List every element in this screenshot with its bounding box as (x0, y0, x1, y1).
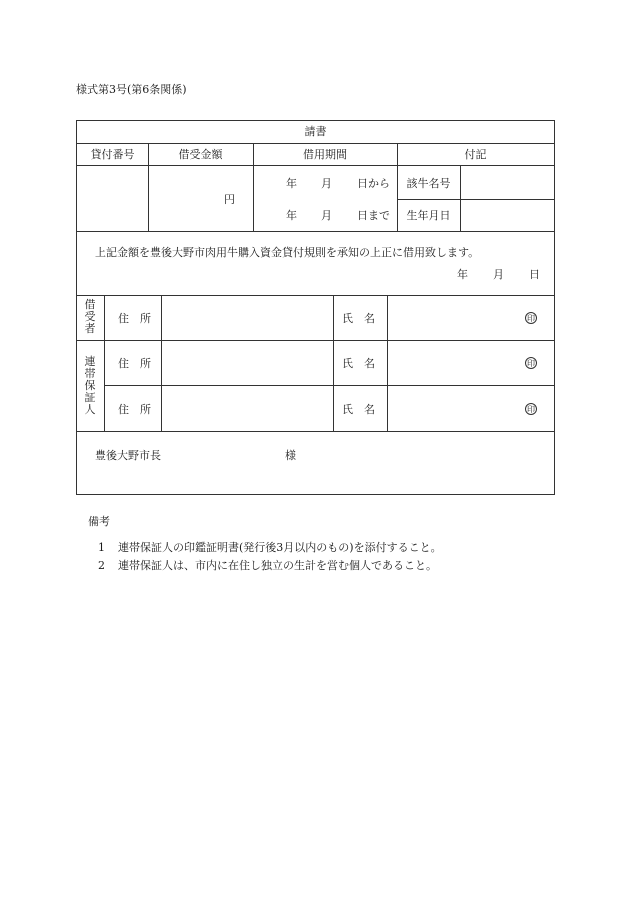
borrower-seal-mark: 印 (527, 314, 535, 323)
guarantor-1-address-label: 住 所 (118, 357, 151, 370)
period-to-month: 月 (321, 209, 332, 222)
borrower-label: 借受者 (84, 298, 96, 335)
remark-number: 2 (98, 559, 105, 572)
divider (104, 385, 554, 386)
amount-unit: 円 (224, 193, 235, 206)
divider (161, 295, 162, 431)
header-loan-period: 借用期間 (303, 148, 347, 161)
guarantor-1-name-label: 氏 名 (342, 357, 375, 370)
header-loan-amount: 借受金額 (178, 148, 223, 161)
guarantor-2-seal-mark: 印 (527, 405, 535, 414)
declaration-text: 上記金額を豊後大野市肉用牛購入資金貸付規則を承知の上正に借用致します。 (95, 246, 480, 259)
period-from-month: 月 (321, 177, 332, 190)
form-number-label: 様式第3号(第6条関係) (76, 83, 187, 96)
divider (333, 295, 334, 431)
remark-text: 連帯保証人の印鑑証明書(発行後3月以内のもの)を添付すること。 (118, 541, 442, 554)
guarantor-2-name-label: 氏 名 (342, 403, 375, 416)
remark-number: 1 (98, 541, 105, 554)
header-notes: 付記 (464, 148, 487, 161)
period-from-year: 年 (286, 177, 297, 190)
form-title: 請書 (304, 125, 327, 138)
cattle-name-label: 該牛名号 (406, 177, 451, 190)
divider (77, 231, 554, 232)
header-loan-number: 貸付番号 (90, 148, 135, 161)
divider (104, 295, 105, 431)
date-day: 日 (529, 268, 540, 281)
guarantor-label: 連帯保証人 (84, 355, 96, 416)
guarantor-2-address-label: 住 所 (118, 403, 151, 416)
birth-date-label: 生年月日 (406, 209, 451, 222)
period-to-year: 年 (286, 209, 297, 222)
guarantor-1-seal-mark: 印 (527, 359, 535, 368)
divider (77, 295, 554, 296)
divider (397, 199, 554, 200)
period-to-day: 日まで (357, 209, 390, 222)
divider (77, 431, 554, 432)
divider (387, 295, 388, 431)
borrower-address-label: 住 所 (118, 312, 151, 325)
remark-text: 連帯保証人は、市内に在住し独立の生計を営む個人であること。 (118, 559, 437, 572)
divider (77, 340, 554, 341)
loan-agreement-form (76, 120, 555, 495)
addressee-mayor: 豊後大野市長 (95, 449, 161, 462)
addressee-honorific: 様 (285, 449, 296, 462)
period-from-day: 日から (357, 177, 390, 190)
remark-item (98, 539, 442, 555)
date-year: 年 (457, 268, 468, 281)
borrower-name-label: 氏 名 (342, 312, 375, 325)
remark-item (98, 557, 437, 573)
remarks-title: 備考 (88, 515, 110, 528)
divider (460, 165, 461, 231)
date-month: 月 (493, 268, 504, 281)
